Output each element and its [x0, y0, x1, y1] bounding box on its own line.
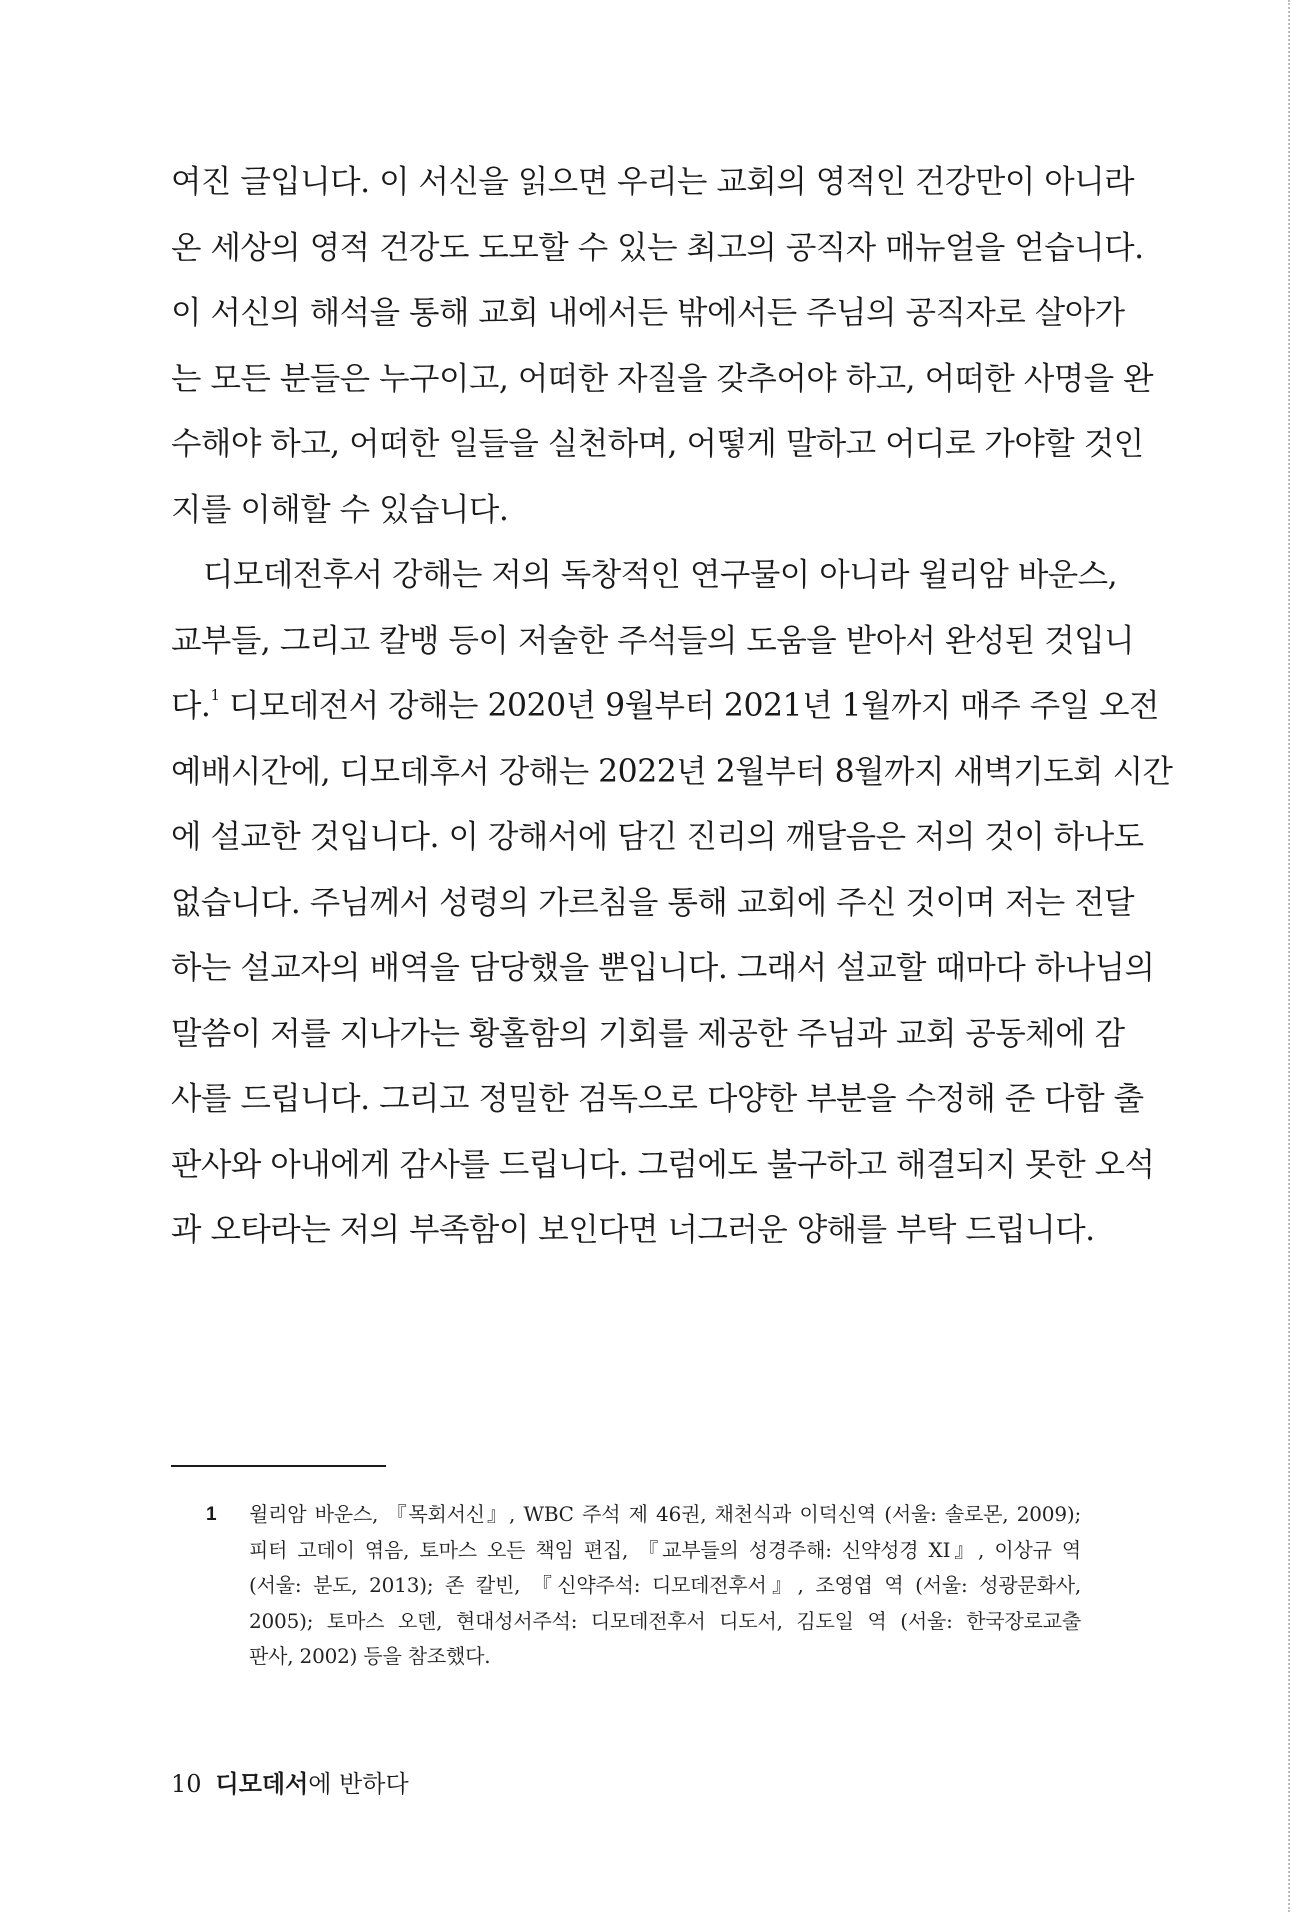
body-line: 는 모든 분들은 누구이고, 어떠한 자질을 갖추어야 하고, 어떠한 사명을 완	[171, 360, 1154, 397]
line-rest: 디모데전서 강해는 2020년 9월부터 2021년 1월까지 매주 주일 오전	[229, 688, 1159, 724]
footnote-line: 2005); 토마스 오덴, 현대성서주석: 디모데전후서 디도서, 김도일 역 (서울: 한국장로교출	[249, 1608, 1081, 1633]
body-line: 수해야 하고, 어떠한 일들을 실천하며, 어떻게 말하고 어디로 가야할 것인	[171, 426, 1144, 462]
body-line: 하는 설교자의 배역을 담당했을 뿐입니다. 그래서 설교할 때마다 하나님의	[171, 950, 1155, 986]
body-line: 없습니다. 주님께서 성령의 가르침을 통해 교회에 주신 것이며 저는 전달	[171, 884, 1135, 921]
footnote-line: (서울: 분도, 2013); 존 칼빈, 『신약주석: 디모데전후서』, 조영엽 역 (서울: 성광문화사,	[249, 1573, 1081, 1598]
body-line-paragraph-start: 디모데전후서 강해는 저의 독창적인 연구물이 아니라 윌리암 바운스,	[203, 557, 1118, 593]
body-text	[171, 150, 1173, 1264]
footnote	[206, 1497, 1081, 1675]
body-line: 예배시간에, 디모데후서 강해는 2022년 2월부터 8월까지 새벽기도회 시간	[171, 753, 1173, 790]
body-line: 말씀이 저를 지나가는 황홀함의 기회를 제공한 주님과 교회 공동체에 감	[171, 1015, 1125, 1052]
body-line: 여진 글입니다. 이 서신을 읽으면 우리는 교회의 영적인 건강만이 아니라	[171, 164, 1135, 200]
body-line: 온 세상의 영적 건강도 도모할 수 있는 최고의 공직자 매뉴얼을 얻습니다.	[171, 229, 1144, 266]
body-line: 과 오타라는 저의 부족함이 보인다면 너그러운 양해를 부탁 드립니다.	[171, 1212, 1095, 1248]
body-line: 판사와 아내에게 감사를 드립니다. 그럼에도 불구하고 해결되지 못한 오석	[171, 1146, 1155, 1183]
page-number: 10	[171, 1770, 202, 1798]
footnote-line: 판사, 2002) 등을 참조했다.	[249, 1644, 491, 1669]
footnote-line: 피터 고데이 엮음, 토마스 오든 책임 편집, 『교부들의 성경주해: 신약성경 XI』, 이상규 역	[249, 1537, 1081, 1562]
body-line: 지를 이해할 수 있습니다.	[171, 491, 509, 528]
footnote-divider	[171, 1465, 386, 1467]
footnote-reference: 1	[210, 686, 220, 704]
footnote-body	[249, 1497, 1081, 1675]
body-line: 이 서신의 해석을 통해 교회 내에서든 밖에서든 주님의 공직자로 살아가	[171, 295, 1125, 331]
page-edge-marks	[1288, 0, 1292, 1912]
body-line: 에 설교한 것입니다. 이 강해서에 담긴 진리의 깨달음은 저의 것이 하나도	[171, 819, 1144, 855]
body-line: 교부들, 그리고 칼뱅 등이 저술한 주석들의 도움을 받아서 완성된 것입니	[171, 622, 1135, 659]
footnote-line: 윌리암 바운스, 『목회서신』, WBC 주석 제 46권, 채천식과 이덕신역 (서울: 솔로몬, 2009);	[249, 1502, 1081, 1526]
footnote-number: 1	[206, 1504, 217, 1525]
page-footer	[171, 1768, 409, 1800]
body-line: 사를 드립니다. 그리고 정밀한 검독으로 다양한 부분을 수정해 준 다함 출	[171, 1081, 1144, 1117]
body-line-with-footnote-ref	[171, 674, 1159, 740]
running-title-rest: 에 반하다	[308, 1770, 409, 1798]
running-title-bold: 디모데서	[215, 1769, 309, 1798]
line-prefix: 다.	[171, 688, 211, 724]
